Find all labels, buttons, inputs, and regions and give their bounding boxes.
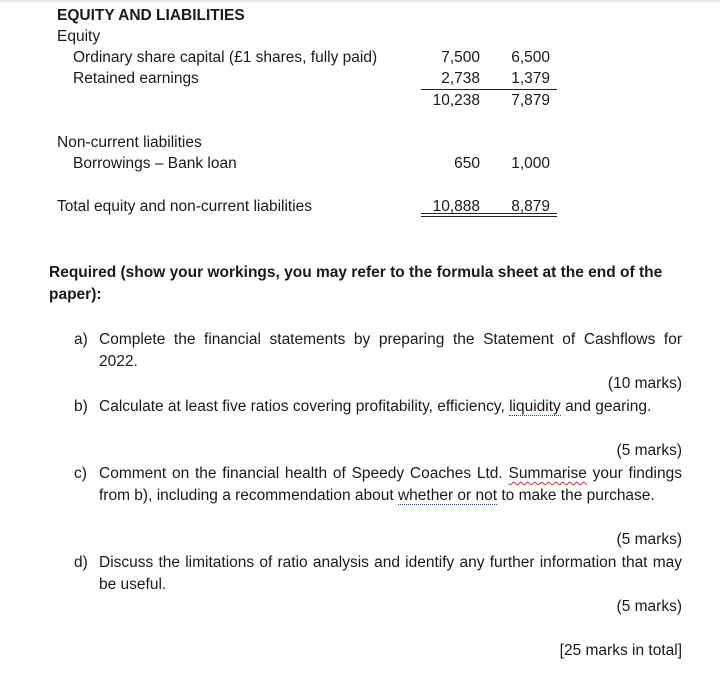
total-2022: 10,888 [432,198,480,215]
required-heading: Required (show your workings, you may refer to the formula sheet at the end of the paper): [49,264,663,303]
borrowings-label: Borrowings – Bank loan [73,155,237,172]
question-b-text [99,396,682,418]
retained-earnings-2021: 1,379 [511,70,550,87]
borrowings-2021: 1,000 [511,155,550,172]
question-d [74,552,682,596]
question-c-text-end: to make the purchase. [497,487,655,504]
share-capital-label: Ordinary share capital (£1 shares, fully paid) [73,49,378,66]
question-c-text [99,463,682,507]
grammar-flag-whether-or-not: whether or not [397,487,498,504]
question-d-label: d) [74,554,88,571]
question-a-marks: (10 marks) [607,375,682,392]
question-a-label: a) [74,331,88,348]
borrowings-2022: 650 [454,155,480,172]
question-a-text: Complete the financial statements by preparing the Statement of Cashflows for 2022. [99,331,682,370]
total-double-rule [421,213,557,217]
question-b-text-end: and gearing. [560,398,652,415]
question-b-text-start: Calculate at least five ratios covering profitability, efficiency, [99,398,510,415]
spelling-flag-summarise: Summarise [508,465,587,482]
question-d-text: Discuss the limitations of ratio analysis and identify any further information that may be useful. [99,554,682,593]
question-d-marks: (5 marks) [616,598,682,615]
question-c-label: c) [74,465,87,482]
total-label: Total equity and non-current liabilities [57,198,313,215]
question-a [74,329,682,373]
equity-total-2021: 7,879 [511,92,550,109]
question-c-text-mid: your findings from b), including a recommendation about [99,465,682,504]
share-capital-2021: 6,500 [511,49,550,66]
retained-earnings-2022: 2,738 [441,70,480,87]
page-top-border [0,0,720,2]
equity-total-2022: 10,238 [432,92,480,109]
total-marks: [25 marks in total] [559,642,682,659]
question-c [74,463,682,507]
total-2021: 8,879 [511,198,550,215]
question-b-label: b) [74,398,88,415]
retained-earnings-label: Retained earnings [73,70,199,87]
share-capital-2022: 7,500 [441,49,480,66]
question-b [74,396,682,418]
question-c-marks: (5 marks) [616,531,682,548]
question-c-text-start: Comment on the financial health of Speedy Coaches Ltd. [99,465,509,482]
subtotal-rule [421,89,557,90]
section-heading: EQUITY AND LIABILITIES [57,7,245,24]
question-b-marks: (5 marks) [616,442,682,459]
ncl-label: Non-current liabilities [57,134,202,151]
grammar-flag-liquidity: liquidity [509,398,561,415]
equity-label: Equity [57,28,101,45]
